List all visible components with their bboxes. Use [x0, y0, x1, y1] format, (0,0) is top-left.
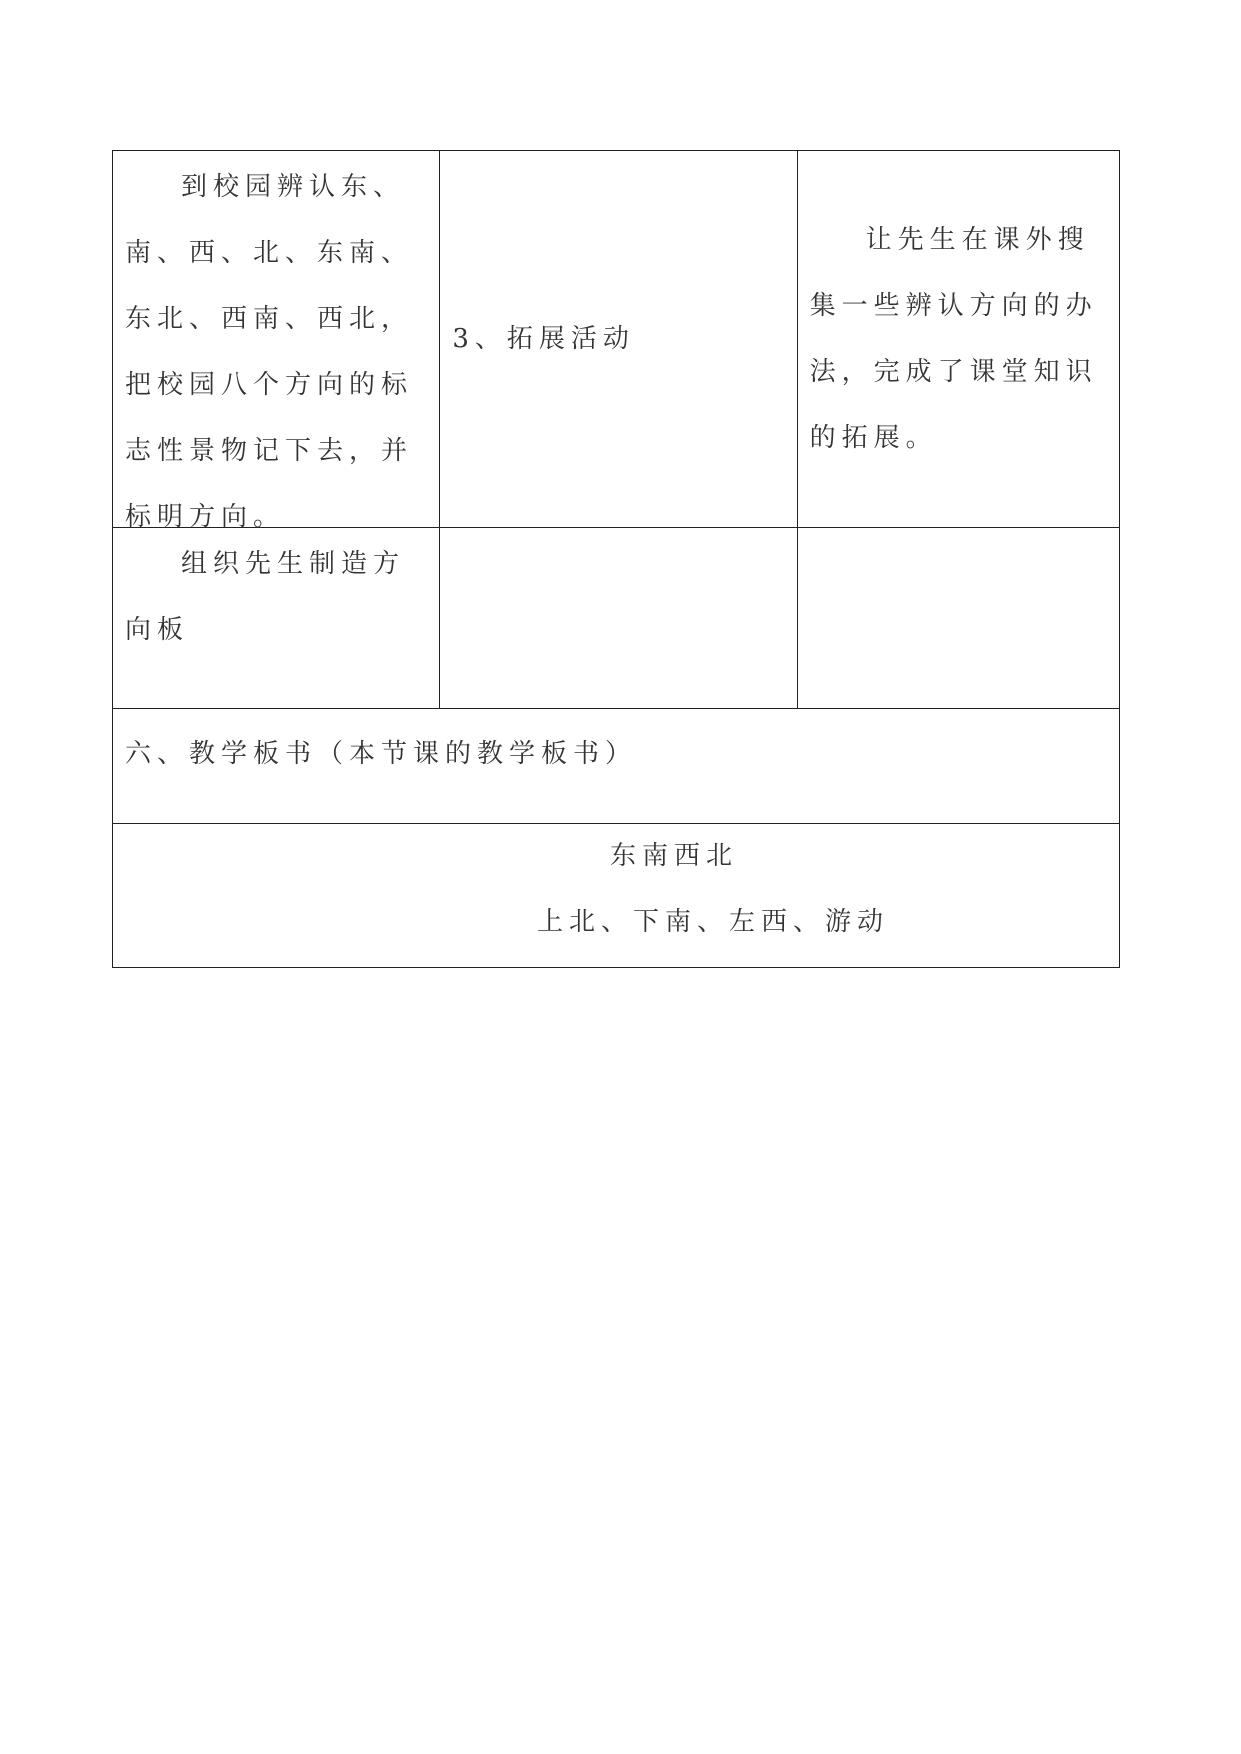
table-row: [113, 151, 1119, 532]
activity-text: 组织先生制造方向板: [125, 549, 406, 645]
table-row: [113, 823, 1119, 967]
table-cell: [797, 528, 1119, 708]
table-cell: [797, 151, 1119, 527]
lesson-plan-table: [112, 150, 1120, 968]
activity-text: 到校园辨认东、南、西、北、东南、东北、西南、西北，把校园八个方向的标志性景物记下去，并标明方向。: [125, 172, 414, 532]
board-text-line: 上北、下南、左西、游动: [537, 907, 890, 937]
section-heading: 六、教学板书（本节课的教学板书）: [125, 739, 638, 769]
blackboard-content-cell: [113, 824, 1119, 967]
table-cell: [113, 528, 439, 708]
activity-step-label: 3、拓展活动: [452, 324, 635, 354]
design-intent-text: 让先生在课外搜集一些辨认方向的办法，完成了课堂知识的拓展。: [809, 225, 1098, 453]
board-text-line: 东南西北: [610, 841, 739, 871]
section-heading-cell: [113, 709, 1119, 823]
table-row: [113, 527, 1119, 708]
table-cell: [113, 151, 439, 532]
table-row: [113, 708, 1119, 823]
table-cell: [439, 151, 796, 527]
table-cell: [439, 528, 796, 708]
